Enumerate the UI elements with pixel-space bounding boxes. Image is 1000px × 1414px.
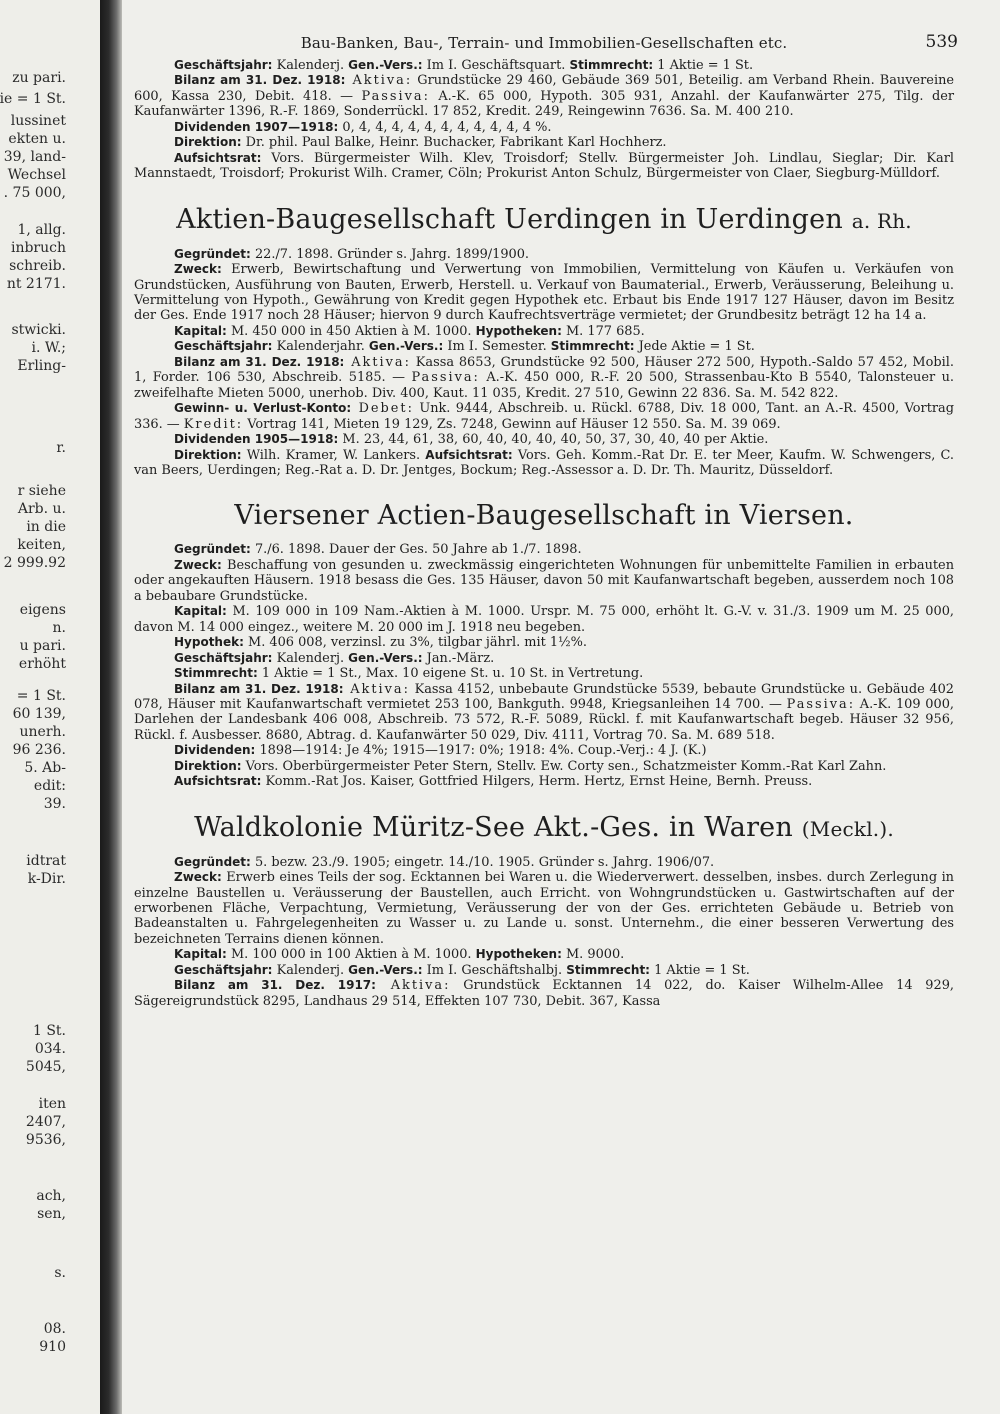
entry-text: Kalenderj. [272, 58, 349, 73]
previous-page-fragment: 39. [43, 796, 66, 812]
field-label: Stimmrecht: [174, 666, 258, 681]
entry-text: Unk. 9444, Abschreib. u. Rückl. 6788, Div. 18 000, Tant. an A.-R. 4500, Vortrag 336. — [134, 401, 954, 432]
previous-page-fragment: Wechsel [7, 167, 66, 183]
entry-paragraph [134, 635, 954, 650]
field-label: Gen.-Vers.: [368, 339, 444, 354]
entry-paragraph [134, 870, 954, 947]
entry-text: Vors. Geh. Komm.-Rat Dr. E. ter Meer, Kaufm. W. Schwengers, C. van Beers, Uerdingen; Reg.-Rat a. D. Dr. Jentges, Bockum; Reg.-Assessor a. D. Dr. Th. Mauritz, Düsseldorf. [134, 447, 954, 478]
field-label: Kapital: [174, 947, 227, 962]
previous-page-fragment: ie = 1 St. [0, 91, 66, 107]
previous-page-fragment: 9536, [25, 1132, 66, 1148]
spaced-label: Passiva: [361, 88, 430, 104]
entry-paragraph [134, 401, 954, 432]
field-label: Gegründet: [174, 854, 251, 869]
entry-paragraph [134, 247, 954, 262]
entry-text: 5. bezw. 23./9. 1905; eingetr. 14./10. 1905. Gründer s. Jahrg. 1906/07. [250, 854, 715, 870]
field-label: Stimmrecht: [566, 962, 650, 977]
previous-page-fragment: 39, land- [3, 149, 66, 165]
entry-text: M. 100 000 in 100 Aktien à M. 1000. [226, 947, 476, 963]
previous-page-fragment: erhöht [18, 656, 66, 672]
field-label: Zweck: [174, 557, 222, 572]
field-label: Kapital: [174, 604, 227, 619]
field-label: Dividenden 1905—1918: [174, 432, 339, 447]
entry-text: A.-K. 65 000, Hypoth. 305 931, Anzahl. der Kaufanwärter 275, Tilg. der Kaufanwärter 1396, R.-F. 1869, Sonderrückl. 17 852, Kredit. 249, Reingewinn 7636. Sa. M. 400 210. [134, 88, 954, 120]
field-label: Gen.-Vers.: [348, 962, 423, 977]
spaced-label: Aktiva: [343, 681, 410, 697]
entry-text: Erwerb, Bewirtschaftung und Verwertung von Immobilien, Vermittelung von Käufen u. Verkäufen von Grundstücken, Ausführung von Bauten, Erwerb, Herstell. u. Verkauf von Baumaterial., Erwerb, Veräusserung, Beleihung u. Vermittelung von Hypoth., Gewährung von Kredit gegen Hypothek etc. Erbaut bis Ende 1917 127 Häuser, davon im Besitz der Ges. Ende 1917 noch 28 Häuser; hiervon 9 durch Kaufrechtsverträge vermietet; der Grundbesitz beträgt 12 ha 14 a. [134, 262, 954, 324]
entry-text: A.-K. 450 000, R.-F. 20 500, Strassenbau-Kto B 5540, Talonsteuer u. zweifelhafte Mieten 5000, unerhob. Div. 400, Kaut. 11 035, Kredit. 27 510, Gewinn 22 836. Sa. M. 542 822. [134, 370, 954, 401]
previous-page-fragment: Arb. u. [17, 501, 66, 517]
field-label: Aufsichtsrat: [174, 774, 262, 789]
field-label: Gewinn- u. Verlust-Konto: [174, 401, 352, 416]
previous-page-fragment: eigens [19, 602, 66, 618]
previous-page-fragment: 034. [34, 1041, 66, 1057]
previous-page-fragment: 2407, [25, 1114, 66, 1130]
previous-page-fragment: lussinet [10, 113, 66, 129]
entry-text: Kassa 8653, Grundstücke 92 500, Häuser 272 500, Hypoth.-Saldo 57 452, Mobil. 1, Forder. 106 530, Abschreib. 5185. — [134, 354, 954, 386]
entry-paragraph [134, 666, 954, 681]
entry-text: Vortrag 141, Mieten 19 129, Zs. 7248, Gewinn auf Häuser 12 550. Sa. M. 39 069. [243, 416, 781, 432]
book-page [134, 30, 958, 1410]
entry-paragraph [134, 743, 954, 758]
field-label: Geschäftsjahr: [174, 339, 273, 354]
previous-page-fragment: r. [56, 440, 66, 456]
entry-paragraph [134, 324, 954, 339]
field-label: Aufsichtsrat: [174, 150, 262, 165]
field-label: Zweck: [174, 262, 222, 277]
field-label: Zweck: [174, 870, 222, 885]
field-label: Geschäftsjahr: [174, 650, 273, 665]
entry-text: Komm.-Rat Jos. Kaiser, Gottfried Hilgers, Herm. Hertz, Ernst Heine, Bernh. Preuss. [261, 774, 813, 790]
entry-text: M. 23, 44, 61, 38, 60, 40, 40, 40, 40, 50, 37, 30, 40, 40 per Aktie. [338, 432, 769, 448]
entry-paragraph [134, 120, 954, 135]
field-label: Hypotheken: [475, 323, 562, 338]
entry-text: M. 109 000 in 109 Nam.-Aktien à M. 1000. Urspr. M. 75 000, erhöht lt. G.-V. v. 31./3. 1909 um M. 25 000, davon M. 14 000 eingez., weitere M. 20 000 im J. 1918 neu begeben. [134, 604, 954, 635]
company-location-suffix: a. Rh. [851, 208, 912, 233]
field-label: Geschäftsjahr: [174, 962, 273, 977]
previous-page-fragment: k-Dir. [27, 871, 66, 887]
company-entry [134, 500, 954, 789]
previous-page-fragment: 08. [43, 1321, 66, 1337]
entry-text: 1 Aktie = 1 St. [653, 58, 754, 73]
entry-paragraph [134, 947, 954, 962]
entry-text: 7./6. 1898. Dauer der Ges. 50 Jahre ab 1./7. 1898. [250, 542, 582, 558]
previous-page-margin [0, 0, 100, 1414]
spaced-label: Aktiva: [375, 978, 451, 994]
previous-page-fragment: 1 St. [32, 1023, 66, 1039]
company-heading [134, 500, 954, 532]
entry-text: Kalenderj. [272, 962, 349, 978]
entry-paragraph [134, 262, 954, 324]
entry-text: Kassa 4152, unbebaute Grundstücke 5539, bebaute Grundstücke u. Gebäude 402 078, Häuser mit Kaufanwartschaft vermietet 253 100, Bankguth. 9948, Kriegsanleihen 14 700. — [134, 681, 954, 712]
previous-page-fragment: iten [38, 1096, 66, 1112]
entry-paragraph [134, 651, 954, 666]
spaced-label: Passiva: [786, 696, 856, 712]
previous-page-fragment: unerh. [19, 724, 66, 740]
company-entry [134, 812, 954, 1010]
spaced-label: Debet: [351, 401, 414, 417]
previous-page-fragment: . 75 000, [3, 185, 66, 201]
previous-page-fragment: Erling- [17, 358, 66, 374]
entry-text: 22./7. 1898. Gründer s. Jahrg. 1899/1900. [250, 246, 530, 262]
entry-text: 1898—1914: Je 4%; 1915—1917: 0%; 1918: 4%. Coup.-Verj.: 4 J. (K.) [255, 743, 707, 759]
field-label: Bilanz am 31. Dez. 1917: [174, 978, 376, 993]
company-name: Waldkolonie Müritz-See Akt.-Ges. in Waren [194, 811, 793, 843]
entry-paragraph [134, 151, 954, 182]
running-header [134, 30, 958, 58]
entry-text: A.-K. 109 000, Darlehen der Landesbank 406 008, Abschreib. 73 572, R.-F. 5089, Rückl. f. mit Kaufanwartschaft begeb. Häuser 32 956, Rückl. f. Ausbesser. 8680, Abtrag. d. Kaufanwärter 50 029, Div. 4111, Vortrag 70. Sa. M. 689 518. [134, 696, 955, 743]
previous-page-fragment: keiten, [17, 537, 66, 553]
field-label: Hypothek: [174, 635, 244, 650]
previous-page-fragment: i. W.; [31, 340, 66, 356]
entry-paragraph [134, 432, 954, 447]
previous-page-fragment: in die [26, 519, 66, 535]
entry-text: M. 9000. [561, 947, 625, 963]
entry-paragraph [134, 355, 954, 401]
entry-paragraph [134, 135, 954, 150]
previous-page-fragment: u pari. [19, 638, 66, 654]
entry-paragraph [134, 558, 954, 604]
previous-page-fragment: 1, allg. [17, 222, 66, 238]
previous-page-fragment: schreib. [9, 258, 66, 274]
company-entry [134, 58, 954, 182]
entry-text: Beschaffung von gesunden u. zweckmässig eingerichteten Wohnungen für unbemittelte Familien in erbauten oder angekauften Häusern. 1918 besass die Ges. 135 Häuser, davon 50 mit Kaufanwartschaft begeben, ausserdem noch 108 a bebaubare Grundstücke. [134, 557, 954, 604]
entry-paragraph [134, 542, 954, 557]
company-location-suffix: (Meckl.). [801, 816, 894, 841]
entry-text: Im I. Semester. [443, 339, 551, 355]
entry-text: Im I. Geschäftsquart. [422, 58, 570, 73]
company-heading [134, 204, 954, 237]
field-label: Stimmrecht: [550, 339, 635, 354]
previous-page-fragment: nt 2171. [6, 276, 66, 292]
field-label: Bilanz am 31. Dez. 1918: [174, 73, 346, 88]
previous-page-fragment: inbruch [10, 240, 66, 256]
entry-paragraph [134, 58, 954, 73]
field-label: Gegründet: [174, 542, 251, 557]
previous-page-fragment: n. [52, 620, 66, 636]
entry-paragraph [134, 855, 954, 870]
spaced-label: Passiva: [411, 370, 480, 386]
entry-paragraph [134, 963, 954, 978]
previous-page-fragment: idtrat [26, 853, 66, 869]
previous-page-fragment: s. [54, 1265, 66, 1281]
entry-paragraph [134, 759, 954, 774]
entry-paragraph [134, 73, 954, 119]
entry-text: M. 450 000 in 450 Aktien à M. 1000. [226, 323, 476, 339]
field-label: Gen.-Vers.: [348, 58, 423, 72]
company-entry [134, 204, 954, 479]
field-label: Bilanz am 31. Dez. 1918: [174, 354, 345, 369]
field-label: Gegründet: [174, 246, 251, 261]
entry-text: Jede Aktie = 1 St. [634, 339, 755, 355]
field-label: Dividenden 1907—1918: [174, 119, 339, 134]
page-number: 539 [925, 32, 958, 52]
field-label: Direktion: [174, 447, 242, 462]
previous-page-fragment: stwicki. [11, 322, 66, 338]
entry-text: Dr. phil. Paul Balke, Heinr. Buchacker, Fabrikant Karl Hochherz. [241, 135, 667, 151]
previous-page-fragment: r siehe [17, 483, 66, 499]
previous-page-fragment: 60 139, [12, 706, 66, 722]
entry-text: M. 406 008, verzinsl. zu 3%, tilgbar jährl. mit 1½%. [243, 635, 587, 651]
entry-text: Wilh. Kramer, W. Lankers. [241, 447, 426, 463]
entry-paragraph [134, 604, 954, 635]
spaced-label: Aktiva: [344, 354, 411, 370]
previous-page-fragment: edit: [33, 778, 66, 794]
book-gutter [100, 0, 122, 1414]
entry-text: Grundstücke 29 460, Gebäude 369 501, Beteilig. am Verband Rhein. Bauvereine 600, Kassa 230, Debit. 418. — [134, 73, 954, 104]
field-label: Stimmrecht: [569, 58, 654, 72]
company-heading [134, 812, 954, 845]
field-label: Geschäftsjahr: [174, 58, 273, 72]
company-entries [134, 58, 954, 1009]
previous-page-fragment: 96 236. [12, 742, 66, 758]
field-label: Aufsichtsrat: [425, 447, 513, 462]
previous-page-fragment: sen, [37, 1206, 66, 1222]
field-label: Gen.-Vers.: [348, 650, 423, 665]
entry-text: Vors. Oberbürgermeister Peter Stern, Stellv. Ew. Corty sen., Schatzmeister Komm.-Rat Karl Zahn. [241, 758, 887, 774]
previous-page-fragment: zu pari. [12, 70, 66, 86]
entry-text: Vors. Bürgermeister Wilh. Klev, Troisdorf; Stellv. Bürgermeister Joh. Lindlau, Sieglar; Dir. Karl Mannstaedt, Troisdorf; Prokurist Wilh. Cramer, Cöln; Prokurist Anton Schulz, Bürgermeister von Claer, Siegburg-Mülldorf. [134, 150, 954, 182]
previous-page-fragment: = 1 St. [16, 688, 66, 704]
previous-page-fragment: 910 [39, 1339, 66, 1355]
entry-text: Im I. Geschäftshalbj. [422, 962, 567, 978]
field-label: Kapital: [174, 323, 227, 338]
field-label: Bilanz am 31. Dez. 1918: [174, 681, 344, 696]
entry-text: 0, 4, 4, 4, 4, 4, 4, 4, 4, 4, 4, 4 %. [338, 119, 552, 135]
entry-paragraph [134, 339, 954, 354]
entry-paragraph [134, 682, 954, 744]
entry-text: Kalenderjahr. [272, 339, 369, 355]
running-header-title: Bau-Banken, Bau-, Terrain- und Immobilien-Gesellschaften etc. [300, 34, 788, 52]
company-name: Aktien-Baugesellschaft Uerdingen in Uerdingen [176, 203, 843, 235]
previous-page-fragment: ach, [36, 1188, 66, 1204]
spaced-label: Kredit: [183, 416, 244, 432]
previous-page-fragment: 2 999.92 [3, 555, 66, 571]
field-label: Hypotheken: [475, 947, 562, 962]
entry-text: 1 Aktie = 1 St., Max. 10 eigene St. u. 10 St. in Vertretung. [257, 666, 644, 682]
entry-paragraph [134, 978, 954, 1009]
field-label: Direktion: [174, 758, 242, 773]
field-label: Direktion: [174, 135, 242, 150]
previous-page-fragment: 5. Ab- [24, 760, 66, 776]
entry-text: M. 177 685. [561, 323, 645, 339]
previous-page-fragment: 5045, [25, 1059, 66, 1075]
entry-text: Kalenderj. [272, 650, 349, 666]
spaced-label: Aktiva: [345, 73, 413, 89]
previous-page-fragment: ekten u. [8, 131, 66, 147]
entry-paragraph [134, 774, 954, 789]
company-name: Viersener Actien-Baugesellschaft in Viersen. [234, 500, 854, 532]
entry-paragraph [134, 448, 954, 479]
entry-text: 1 Aktie = 1 St. [649, 962, 750, 978]
entry-text: Grundstück Ecktannen 14 022, do. Kaiser Wilhelm-Allee 14 929, Sägereigrundstück 8295, Landhaus 29 514, Effekten 107 730, Debit. 367, Kassa [134, 978, 955, 1009]
field-label: Dividenden: [174, 743, 256, 758]
entry-text: Jan.-März. [422, 650, 495, 666]
entry-text: Erwerb eines Teils der sog. Ecktannen bei Waren u. die Wiederverwert. desselben, insbes. durch Zerlegung in einzelne Baustellen u. Veräusserung der Baustellen, auch Erricht. von Wohngrundstücken u. Gastwirtschaften auf der erworbenen Fläche, Verpachtung, Vermietung, Veräusserung der von der Ges. errichteten Gebäude u. Betrieb von Badeanstalten u. Fahrgelegenheiten zu Wasser u. zu Lande u. sonst. Unternehm., die einer besseren Verwertung des bezeichneten Terrains dienen können. [134, 870, 954, 947]
